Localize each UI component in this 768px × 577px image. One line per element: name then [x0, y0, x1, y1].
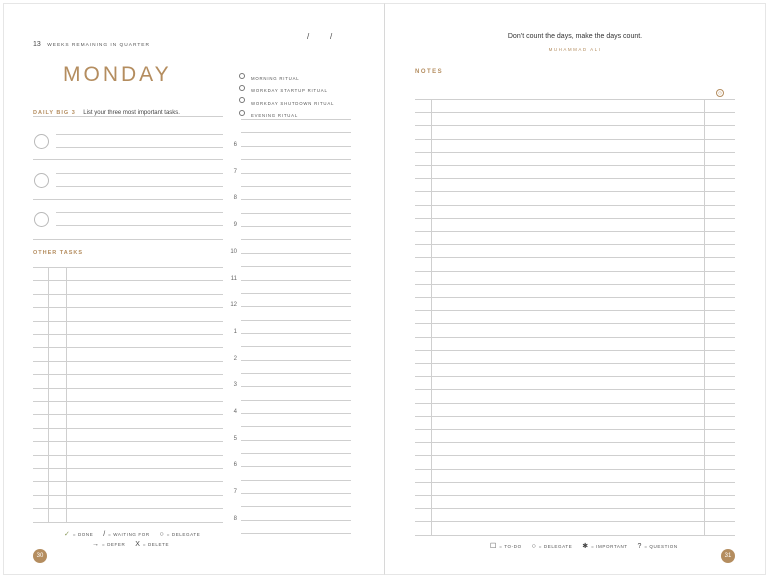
notes-line[interactable]: [415, 125, 735, 126]
notes-line[interactable]: [415, 257, 735, 258]
ritual-label: MORNING RITUAL: [251, 76, 300, 81]
hour-label: 7: [233, 168, 237, 175]
big3-line-3a[interactable]: [56, 212, 223, 213]
hour-label: 6: [233, 142, 237, 148]
delete-legend-label: = DELETE: [142, 542, 170, 547]
schedule-line[interactable]: [241, 373, 351, 374]
ritual-label: WORKDAY SHUTDOWN RITUAL: [251, 100, 335, 106]
notes-line[interactable]: [415, 139, 735, 140]
delegate-legend-label: = DELEGATE: [166, 532, 201, 537]
notes-line[interactable]: [415, 284, 735, 285]
notes-line[interactable]: [415, 469, 735, 470]
task-line[interactable]: [33, 508, 223, 509]
notes-line[interactable]: [415, 535, 735, 536]
waiting-for-legend-label: = WAITING FOR: [108, 532, 150, 537]
big3-checkbox-1[interactable]: [34, 134, 49, 149]
task-line[interactable]: [33, 522, 223, 523]
notes-line[interactable]: [415, 244, 735, 245]
schedule-line[interactable]: [241, 213, 351, 214]
notes-line[interactable]: [415, 416, 735, 417]
notes-line[interactable]: [415, 218, 735, 219]
ritual-checkbox-icon[interactable]: [239, 85, 245, 91]
notes-line[interactable]: [415, 99, 735, 100]
big3-checkbox-2[interactable]: [34, 173, 49, 188]
defer-icon: →: [92, 541, 99, 548]
date-slash-1: /: [307, 32, 310, 41]
schedule-line[interactable]: [241, 360, 351, 361]
task-line[interactable]: [33, 294, 223, 295]
task-line[interactable]: [33, 374, 223, 375]
big3-line-2a[interactable]: [56, 173, 223, 174]
notes-margin-rule: [704, 99, 705, 535]
task-line[interactable]: [33, 388, 223, 389]
schedule-line[interactable]: [241, 132, 351, 133]
schedule-line[interactable]: [241, 400, 351, 401]
day-title: MONDAY: [63, 63, 172, 86]
notes-line[interactable]: [415, 112, 735, 113]
notes-line[interactable]: [415, 376, 735, 377]
big3-line-1b[interactable]: [56, 147, 223, 148]
notes-line[interactable]: [415, 508, 735, 509]
quote-text: Don’t count the days, make the days count.: [507, 33, 643, 40]
notes-line[interactable]: [415, 337, 735, 338]
done-legend-label: = DONE: [72, 532, 94, 537]
big3-line-1a[interactable]: [56, 134, 223, 135]
task-line[interactable]: [33, 307, 223, 308]
schedule-line[interactable]: [241, 440, 351, 441]
schedule-line[interactable]: [241, 159, 351, 160]
hour-label: 6: [233, 462, 237, 469]
big3-checkbox-3[interactable]: [34, 212, 49, 227]
daily-big3-label: DAILY BIG 3: [33, 110, 76, 116]
delete-icon: X: [135, 541, 140, 548]
task-line[interactable]: [33, 481, 223, 482]
left-legend-row-1: [64, 530, 200, 538]
ritual-label: WORKDAY STARTUP RITUAL: [251, 88, 328, 94]
notes-line[interactable]: [415, 323, 735, 324]
clock-icon: ◷: [716, 89, 724, 97]
task-line[interactable]: [33, 414, 223, 415]
delegate-icon: ○: [531, 543, 536, 550]
hour-label: 12: [230, 302, 237, 309]
schedule-line[interactable]: [241, 493, 351, 494]
task-line[interactable]: [33, 495, 223, 496]
todo-icon: ☐: [490, 543, 497, 550]
big3-line-2b[interactable]: [56, 186, 223, 187]
schedule-line[interactable]: [241, 119, 351, 120]
hour-label: 5: [233, 435, 237, 442]
notes-line[interactable]: [415, 521, 735, 522]
task-column-rule: [48, 267, 49, 523]
task-line[interactable]: [33, 334, 223, 335]
notes-line[interactable]: [415, 205, 735, 206]
schedule-line[interactable]: [241, 333, 351, 334]
task-line[interactable]: [33, 267, 223, 268]
schedule-line[interactable]: [241, 453, 351, 454]
hour-label: 11: [230, 275, 237, 282]
left-page: [3, 3, 385, 575]
schedule-line[interactable]: [241, 320, 351, 321]
schedule-line[interactable]: [241, 520, 351, 521]
task-line[interactable]: [33, 468, 223, 469]
left-legend-row-2: [92, 541, 169, 548]
ritual-label: EVENING RITUAL: [251, 112, 299, 118]
task-line[interactable]: [33, 280, 223, 281]
weeks-remaining: [33, 33, 150, 51]
schedule-line[interactable]: [241, 426, 351, 427]
ritual-checkbox-icon[interactable]: [239, 97, 245, 103]
notes-margin-rule: [431, 99, 432, 535]
hour-label: 7: [233, 489, 237, 496]
schedule-line[interactable]: [241, 146, 351, 147]
todo-legend-label: = TO-DO: [499, 544, 522, 549]
schedule-line[interactable]: [241, 280, 351, 281]
hour-label: 2: [233, 355, 237, 362]
task-line[interactable]: [33, 347, 223, 348]
notes-line[interactable]: [415, 495, 735, 496]
task-line[interactable]: [33, 455, 223, 456]
schedule-line[interactable]: [241, 413, 351, 414]
right-page: [384, 3, 766, 575]
task-line[interactable]: [33, 428, 223, 429]
schedule-line[interactable]: [241, 266, 351, 267]
notes-line[interactable]: [415, 152, 735, 153]
schedule-line[interactable]: [241, 533, 351, 534]
notes-line[interactable]: [415, 165, 735, 166]
hour-label: 10: [230, 248, 237, 255]
schedule-line[interactable]: [241, 306, 351, 307]
hour-label: 1: [233, 328, 237, 335]
right-legend: [490, 542, 678, 550]
hour-label: 8: [233, 515, 237, 522]
notes-line[interactable]: [415, 482, 735, 483]
important-legend-label: = IMPORTANT: [591, 544, 628, 549]
task-line[interactable]: [33, 321, 223, 322]
notes-line[interactable]: [415, 455, 735, 456]
big3-top-rule: [33, 116, 223, 117]
big3-line-3b[interactable]: [56, 225, 223, 226]
schedule-line[interactable]: [241, 186, 351, 187]
important-icon: ✱: [582, 543, 589, 550]
big3-divider-2: [33, 199, 223, 200]
big3-divider-3: [33, 239, 223, 240]
notes-line[interactable]: [415, 350, 735, 351]
notes-line[interactable]: [415, 178, 735, 179]
quote-author: MUHAMMAD ALI: [548, 47, 602, 52]
page-number-right: 31: [721, 549, 735, 563]
page-number-left: 30: [33, 549, 47, 563]
schedule-line[interactable]: [241, 346, 351, 347]
task-line[interactable]: [33, 401, 223, 402]
notes-line[interactable]: [415, 363, 735, 364]
defer-legend-label: = DEFER: [102, 542, 126, 547]
task-line[interactable]: [33, 441, 223, 442]
notes-line[interactable]: [415, 297, 735, 298]
weeks-label: WEEKS REMAINING IN QUARTER: [47, 43, 150, 48]
schedule-line[interactable]: [241, 466, 351, 467]
schedule-line[interactable]: [241, 173, 351, 174]
task-line[interactable]: [33, 361, 223, 362]
waiting-for-icon: /: [103, 531, 106, 538]
question-legend-label: = QUESTION: [644, 544, 678, 549]
notes-line[interactable]: [415, 389, 735, 390]
notes-line[interactable]: [415, 403, 735, 404]
schedule-line[interactable]: [241, 253, 351, 254]
notes-line[interactable]: [415, 310, 735, 311]
hour-label: 9: [233, 222, 237, 229]
schedule-line[interactable]: [241, 293, 351, 294]
delegate-icon: ○: [159, 531, 164, 538]
notes-line[interactable]: [415, 191, 735, 192]
daily-big3-prompt: List your three most important tasks.: [83, 110, 180, 116]
notes-label: NOTES: [415, 69, 444, 75]
date-slash-2: /: [330, 32, 333, 41]
notes-line[interactable]: [415, 271, 735, 272]
hour-label: 4: [233, 409, 237, 415]
task-column-rule: [66, 267, 67, 523]
question-icon: ?: [637, 543, 642, 550]
big3-divider-1: [33, 159, 223, 160]
other-tasks-label: OTHER TASKS: [33, 250, 84, 256]
schedule-line[interactable]: [241, 239, 351, 240]
delegate-legend-label: = DELEGATE: [538, 544, 573, 549]
schedule-line[interactable]: [241, 506, 351, 507]
schedule-line[interactable]: [241, 199, 351, 200]
schedule-line[interactable]: [241, 480, 351, 481]
schedule-line[interactable]: [241, 386, 351, 387]
hour-label: 8: [233, 195, 237, 202]
weeks-count: 13: [33, 41, 41, 48]
schedule-line[interactable]: [241, 226, 351, 227]
ritual-checkbox-icon[interactable]: [239, 73, 245, 79]
done-icon: ✓: [64, 531, 70, 538]
notes-line[interactable]: [415, 231, 735, 232]
notes-line[interactable]: [415, 429, 735, 430]
hour-label: 3: [233, 382, 237, 389]
ritual-checkbox-icon[interactable]: [239, 110, 245, 116]
notes-line[interactable]: [415, 442, 735, 443]
